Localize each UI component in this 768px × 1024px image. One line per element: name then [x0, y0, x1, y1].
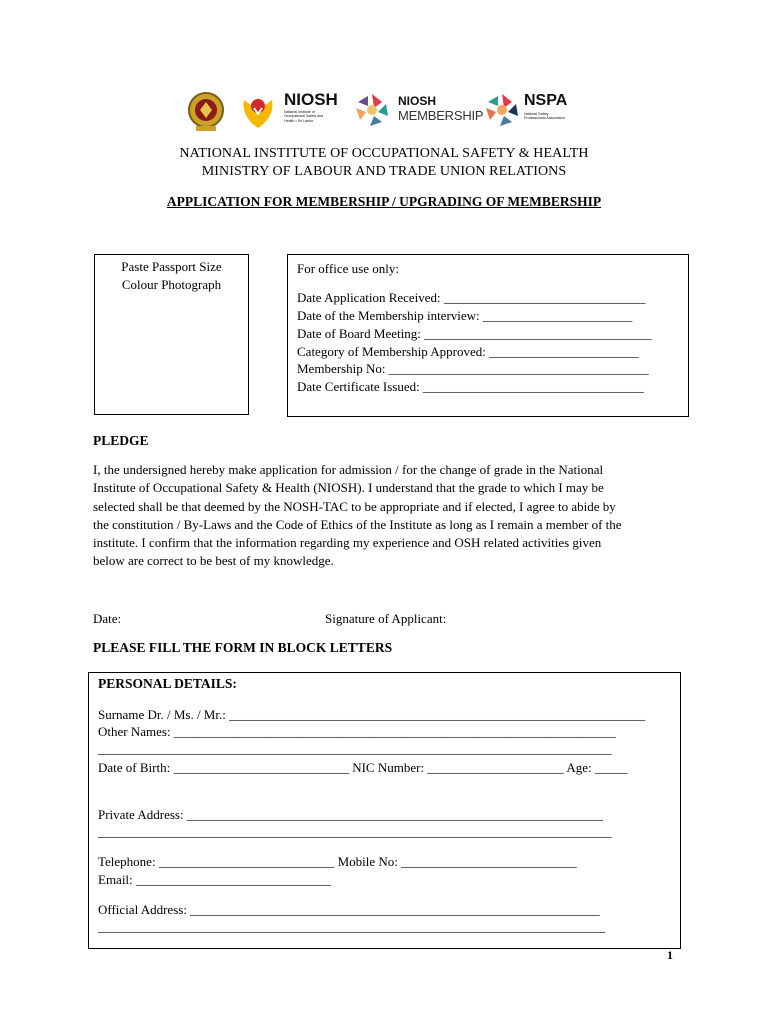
pledge-paragraph: [93, 461, 683, 571]
membership-no-field[interactable]: Membership No: ________________________________________: [297, 361, 649, 376]
pledge-line: Institute of Occupational Safety & Health (NIOSH). I understand that the grade to which I may be: [93, 480, 604, 496]
date-board-meeting-field[interactable]: Date of Board Meeting: ___________________________________: [297, 326, 652, 341]
membership-logo-line2: MEMBERSHIP: [398, 108, 484, 123]
niosh-logo-subtitle: National Institute of Occupational Safety and Health • Sri Lanka: [284, 110, 324, 123]
niosh-logo: [238, 86, 348, 136]
photo-box-line1: Paste Passport Size: [121, 259, 222, 274]
pledge-line: selected shall be that deemed by the NOSH-TAC to be appropriate and if elected, I agree to abide by: [93, 498, 616, 514]
official-address-continuation-field[interactable]: ______________________________________________________________________________: [98, 919, 605, 934]
membership-logo-line1: NIOSH: [398, 94, 437, 108]
sri-lanka-emblem-icon: [186, 88, 226, 134]
nspa-logo-name: NSPA: [524, 92, 568, 109]
niosh-mark-icon: [238, 90, 278, 130]
photo-box-line2: Colour Photograph: [121, 277, 222, 292]
office-use-heading: For office use only:: [297, 261, 399, 276]
pledge-line: institute. I confirm that the information regarding my experience and OSH related activities given: [93, 535, 602, 551]
niosh-membership-logo: [352, 86, 484, 136]
private-address-continuation-field[interactable]: _______________________________________________________________________________: [98, 824, 612, 839]
other-names-continuation-field[interactable]: _______________________________________________________________________________: [98, 741, 612, 756]
nspa-logo: [482, 86, 592, 136]
official-address-field[interactable]: Official Address: _______________________________________________________________: [98, 902, 600, 917]
telephone-mobile-row[interactable]: Telephone: ___________________________ Mobile No: ___________________________: [98, 854, 577, 869]
pledge-line: below are correct to be best of my knowledge.: [93, 553, 334, 569]
ministry-name: MINISTRY OF LABOUR AND TRADE UNION RELATIONS: [201, 164, 567, 179]
page-number: 1: [667, 948, 673, 962]
email-field[interactable]: Email: ______________________________: [98, 872, 331, 887]
date-certificate-issued-field[interactable]: Date Certificate Issued: __________________________________: [297, 379, 644, 394]
pledge-line: I, the undersigned hereby make application for admission / for the change of grade in the National: [93, 462, 604, 477]
category-approved-field[interactable]: Category of Membership Approved: _______________________: [297, 344, 639, 359]
pledge-heading: PLEDGE: [93, 433, 149, 448]
institute-name: NATIONAL INSTITUTE OF OCCUPATIONAL SAFETY & HEALTH: [179, 146, 589, 161]
office-use-box: [287, 254, 689, 417]
private-address-field[interactable]: Private Address: ________________________________________________________________: [98, 807, 603, 822]
signature-label: Signature of Applicant:: [325, 611, 447, 626]
passport-photo-box[interactable]: [94, 254, 249, 415]
membership-mark-icon: [352, 90, 392, 130]
nspa-mark-icon: [482, 90, 522, 130]
dob-nic-age-row[interactable]: Date of Birth: ___________________________ NIC Number: _____________________ Age: _____: [98, 760, 628, 775]
date-label: Date:: [93, 611, 122, 626]
personal-details-heading: PERSONAL DETAILS:: [98, 676, 237, 691]
surname-field[interactable]: Surname Dr. / Ms. / Mr.: ________________________________________________________________: [98, 707, 646, 722]
nspa-logo-subtitle: National Safety Professionals Association: [524, 112, 565, 121]
personal-details-box: [88, 672, 681, 949]
date-application-received-field[interactable]: Date Application Received: _______________________________: [297, 290, 646, 305]
block-letters-instruction: PLEASE FILL THE FORM IN BLOCK LETTERS: [93, 640, 393, 655]
other-names-field[interactable]: Other Names: ____________________________________________________________________: [98, 724, 616, 739]
pledge-line: the constitution / By-Laws and the Code of Ethics of the Institute as long as I remain a member of the: [93, 516, 622, 532]
niosh-logo-name: NIOSH: [284, 90, 338, 109]
date-membership-interview-field[interactable]: Date of the Membership interview: _______________________: [297, 308, 633, 323]
form-title-text: APPLICATION FOR MEMBERSHIP / UPGRADING OF MEMBERSHIP: [166, 194, 602, 209]
form-title: [0, 194, 768, 210]
logo-row: [186, 86, 586, 136]
